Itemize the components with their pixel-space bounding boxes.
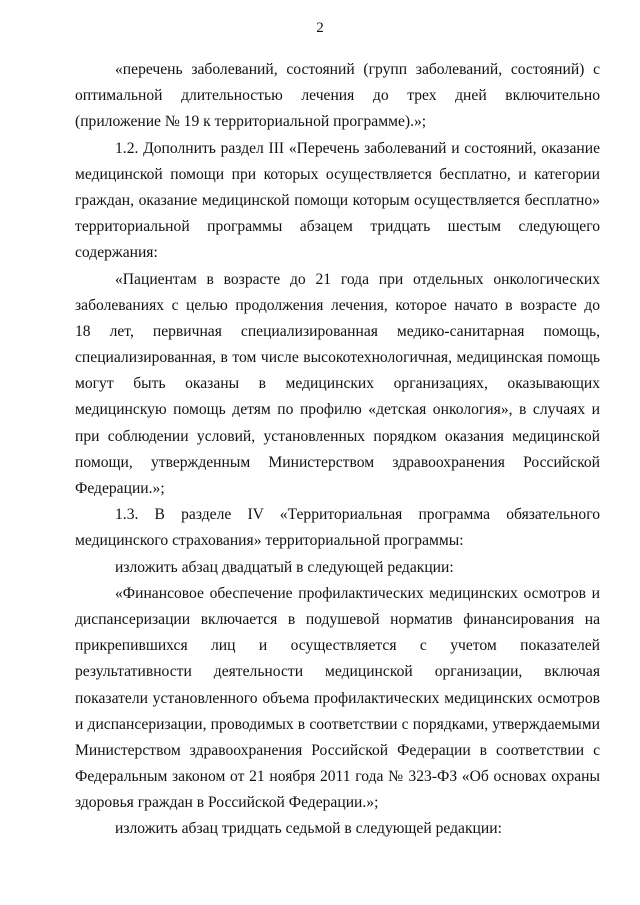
text-line: 1.3. В разделе IV «Территориальная программа обязательного — [115, 506, 600, 524]
text-line: прикрепившихся лиц и осуществляется с учетом показателей — [75, 637, 600, 655]
text-line: медицинского страхования» территориальной программы: — [75, 532, 464, 550]
document-body — [75, 57, 600, 843]
text-line: 1.2. Дополнить раздел III «Перечень заболеваний и состояний, оказание — [115, 139, 600, 157]
text-line: Федеральным законом от 21 ноября 2011 года № 323-ФЗ «Об основах охраны — [75, 768, 600, 786]
text-line: Министерством здравоохранения Российской Федерации в соответствии с — [75, 741, 600, 759]
text-line: и диспансеризации, проводимых в соответствии с порядками, утверждаемыми — [75, 715, 600, 733]
text-line: могут быть оказаны в медицинских организациях, оказывающих — [75, 375, 600, 393]
text-line: «Финансовое обеспечение профилактических медицинских осмотров и — [115, 584, 600, 602]
text-line: специализированная, в том числе высокотехнологичная, медицинская помощь — [75, 349, 600, 367]
text-line: Федерации.»; — [75, 480, 165, 497]
text-line: 18 лет, первичная специализированная медико-санитарная помощь, — [75, 322, 600, 340]
text-line: помощи, утвержденным Министерством здравоохранения Российской — [75, 453, 600, 471]
text-line: показатели установленного объема профилактических медицинских осмотров — [75, 689, 600, 707]
text-line: заболеваниях с целью продолжения лечения, которое начато в возрасте до — [75, 296, 600, 314]
text-line: изложить абзац тридцать седьмой в следующей редакции: — [115, 820, 502, 838]
page-number: 2 — [316, 20, 324, 36]
text-line: «Пациентам в возрасте до 21 года при отдельных онкологических — [115, 270, 600, 288]
text-line: «перечень заболеваний, состояний (групп заболеваний, состояний) с — [115, 61, 600, 78]
text-line: оптимальной длительностью лечения до трех дней включительно — [75, 87, 600, 105]
text-line: при соблюдении условий, установленных порядком оказания медицинской — [75, 427, 600, 445]
text-line: медицинскую помощь детям по профилю «детская онкология», в случаях и — [75, 401, 600, 419]
text-line: здоровья граждан в Российской Федерации.»; — [75, 794, 379, 812]
text-line: территориальной программы абзацем тридцать шестым следующего — [75, 218, 600, 236]
text-line: содержания: — [75, 244, 158, 262]
text-line: граждан, оказание медицинской помощи которым осуществляется бесплатно» — [75, 191, 600, 209]
text-line: (приложение № 19 к территориальной программе).»; — [75, 113, 427, 131]
text-line: диспансеризации включается в подушевой норматив финансирования на — [75, 610, 600, 628]
text-line: результативности деятельности медицинской организации, включая — [75, 663, 600, 681]
text-line: изложить абзац двадцатый в следующей редакции: — [115, 558, 454, 576]
text-line: медицинской помощи при которых осуществляется бесплатно, и категории — [75, 165, 600, 183]
